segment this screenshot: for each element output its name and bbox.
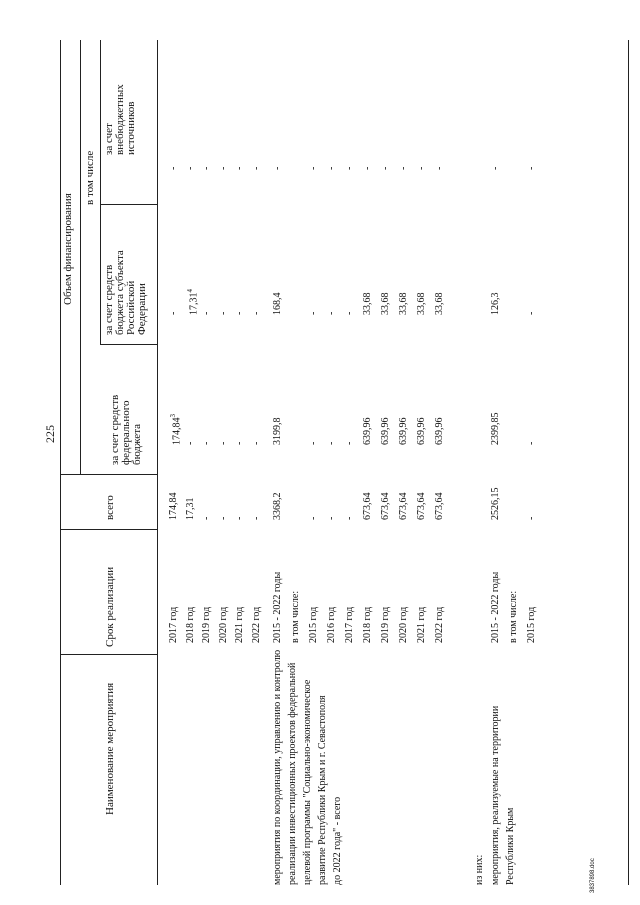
block1-row-0-extra: -	[272, 166, 283, 170]
block1-row-6-subject: 33,68	[380, 292, 391, 315]
header-name: Наименование мероприятия	[104, 682, 116, 815]
block1-row-7-period: 2020 год	[398, 606, 409, 643]
row-top-0-extra: -	[168, 166, 179, 170]
block2-row-0-extra: -	[490, 166, 501, 170]
header-total: всего	[104, 495, 116, 520]
header-bottom-border	[157, 40, 158, 885]
block1-row-8-subject: 33,68	[416, 292, 427, 315]
block1-row-5-federal: 639,96	[362, 417, 373, 445]
block1-row-2-subject: -	[308, 311, 319, 315]
row-top-2-subject: -	[201, 311, 212, 315]
header-federal-line: федерального	[120, 400, 132, 465]
row-top-2-total: -	[201, 516, 212, 520]
header-funding: Объем финансирования	[62, 193, 74, 305]
of-them-label: из них:	[474, 854, 485, 885]
block1-row-8-total: 673,64	[416, 492, 427, 520]
block1-row-3-federal: -	[326, 441, 337, 445]
sep-subj-extra	[100, 204, 157, 205]
block1-row-6-period: 2019 год	[380, 606, 391, 643]
block1-row-9-extra: -	[434, 166, 445, 170]
block1-row-2-extra: -	[308, 166, 319, 170]
block1-row-7-federal: 639,96	[398, 417, 409, 445]
block1-row-7-extra: -	[398, 166, 409, 170]
block1-row-5-period: 2018 год	[362, 606, 373, 643]
row-top-5-subject: -	[250, 311, 262, 315]
block2-row-2-extra: -	[526, 166, 537, 170]
block1-row-5-total: 673,64	[362, 492, 373, 520]
block1-row-0-federal: 3199,8	[272, 417, 283, 445]
row-top-4-subject: -	[234, 311, 245, 315]
block1-row-9-subject: 33,68	[434, 292, 445, 315]
block1-row-4-extra: -	[344, 166, 355, 170]
row-top-5-period: 2022 год	[250, 606, 262, 643]
row-top-3-federal: -	[217, 441, 229, 445]
incl-line	[100, 40, 101, 345]
row-top-2-federal: -	[201, 441, 212, 445]
row-top-0-federal: 174,84$^3$	[169, 414, 183, 445]
row-top-1-subject: 17,31$^4$	[185, 289, 199, 315]
sep-total-fed	[60, 474, 157, 475]
block2-row-0-total: 2526,15	[490, 487, 501, 520]
block1-row-2-total: -	[308, 516, 319, 520]
block1-row-6-federal: 639,96	[380, 417, 391, 445]
row-top-3-period: 2020 год	[217, 606, 229, 643]
block2-row-2-total: -	[526, 516, 537, 520]
row-top-3-subject: -	[217, 311, 229, 315]
row-top-1-extra: -	[184, 166, 196, 170]
block1-row-5-subject: 33,68	[362, 292, 373, 315]
header-period: Срок реализации	[104, 566, 116, 647]
header-subject-line: Федерации	[136, 283, 148, 335]
row-top-0-total: 174,84	[168, 492, 179, 520]
block1-row-4-federal: -	[344, 441, 355, 445]
block1-row-8-federal: 639,96	[416, 417, 427, 445]
header-extra-line: источников	[125, 101, 137, 155]
row-top-4-total: -	[234, 516, 245, 520]
block1-row-0-subject: 168,4	[272, 292, 283, 315]
block1-row-7-subject: 33,68	[398, 292, 409, 315]
row-top-4-extra: -	[234, 166, 245, 170]
block2-row-0-subject: 126,3	[490, 292, 501, 315]
block2-row-2-period: 2015 год	[526, 606, 537, 643]
block1-row-2-federal: -	[308, 441, 319, 445]
block2-row-2-subject: -	[526, 311, 537, 315]
block1-row-6-total: 673,64	[380, 492, 391, 520]
header-federal-line: бюджета	[131, 423, 143, 465]
block1-row-2-period: 2015 год	[308, 606, 319, 643]
block1-row-1-period: в том числе:	[290, 590, 301, 643]
row-top-1-federal: -	[184, 441, 196, 445]
row-top-5-federal: -	[250, 441, 262, 445]
block1-name-line: развитие Республики Крым и г. Севастополя	[317, 695, 328, 885]
row-top-4-period: 2021 год	[234, 606, 245, 643]
header-subject-line: бюджета субъекта	[114, 250, 126, 335]
block1-name-line: целевой программы "Социально-экономическое	[302, 679, 313, 885]
header-subject-line: за счет средств	[103, 264, 115, 335]
block2-row-2-federal: -	[526, 441, 537, 445]
row-top-5-extra: -	[250, 166, 262, 170]
sep-fed-subj	[100, 344, 157, 345]
block1-row-4-subject: -	[344, 311, 355, 315]
block1-row-0-total: 3368,2	[272, 492, 283, 520]
block1-row-5-extra: -	[362, 166, 373, 170]
block1-name-line: до 2022 года" - всего	[332, 796, 343, 885]
block1-row-9-period: 2022 год	[434, 606, 445, 643]
block1-row-9-total: 673,64	[434, 492, 445, 520]
row-top-1-period: 2018 год	[184, 606, 196, 643]
header-federal-line: за счет средств	[109, 394, 121, 465]
row-top-2-extra: -	[201, 166, 212, 170]
header-extra-line: внебюджетных	[114, 84, 126, 155]
block2-row-0-period: 2015 - 2022 годы	[490, 571, 501, 643]
block1-row-6-extra: -	[380, 166, 391, 170]
block1-row-0-period: 2015 - 2022 годы	[272, 571, 283, 643]
block2-row-1-period: в том числе:	[508, 590, 519, 643]
block1-row-3-period: 2016 год	[326, 606, 337, 643]
page-number: 225	[43, 425, 57, 443]
block2-row-0-federal: 2399,85	[490, 412, 501, 445]
header-incl: в том числе	[84, 150, 96, 205]
block1-row-8-extra: -	[416, 166, 427, 170]
block1-row-4-period: 2017 год	[344, 606, 355, 643]
table-bottom-border	[628, 40, 629, 885]
block1-row-3-total: -	[326, 516, 337, 520]
row-top-4-federal: -	[234, 441, 245, 445]
sep-period-total	[60, 529, 157, 530]
sep-name-period	[60, 654, 157, 655]
header-extra-line: за счет	[103, 123, 115, 155]
block2-name-line: мероприятия, реализуемые на территории	[490, 705, 501, 885]
block1-name-line: мероприятия по координации, управлению и контролю	[272, 649, 283, 885]
row-top-3-total: -	[217, 516, 229, 520]
funding-group-line	[80, 40, 81, 475]
block1-row-9-federal: 639,96	[434, 417, 445, 445]
header-subject-line: Российской	[125, 280, 137, 335]
block1-row-4-total: -	[344, 516, 355, 520]
block2-name-line: Республики Крым	[505, 807, 516, 885]
block1-row-3-subject: -	[326, 311, 337, 315]
document-id: 3837898.doc	[590, 858, 596, 893]
block1-row-8-period: 2021 год	[416, 606, 427, 643]
block1-name-line: реализации инвестиционных проектов федеральной	[287, 662, 298, 885]
row-top-1-total: 17,31	[184, 497, 196, 520]
row-top-0-period: 2017 год	[168, 606, 179, 643]
row-top-2-period: 2019 год	[201, 606, 212, 643]
row-top-5-total: -	[250, 516, 262, 520]
block1-row-3-extra: -	[326, 166, 337, 170]
block1-row-7-total: 673,64	[398, 492, 409, 520]
row-top-3-extra: -	[217, 166, 229, 170]
row-top-0-subject: -	[168, 311, 179, 315]
table-top-border	[60, 40, 61, 885]
